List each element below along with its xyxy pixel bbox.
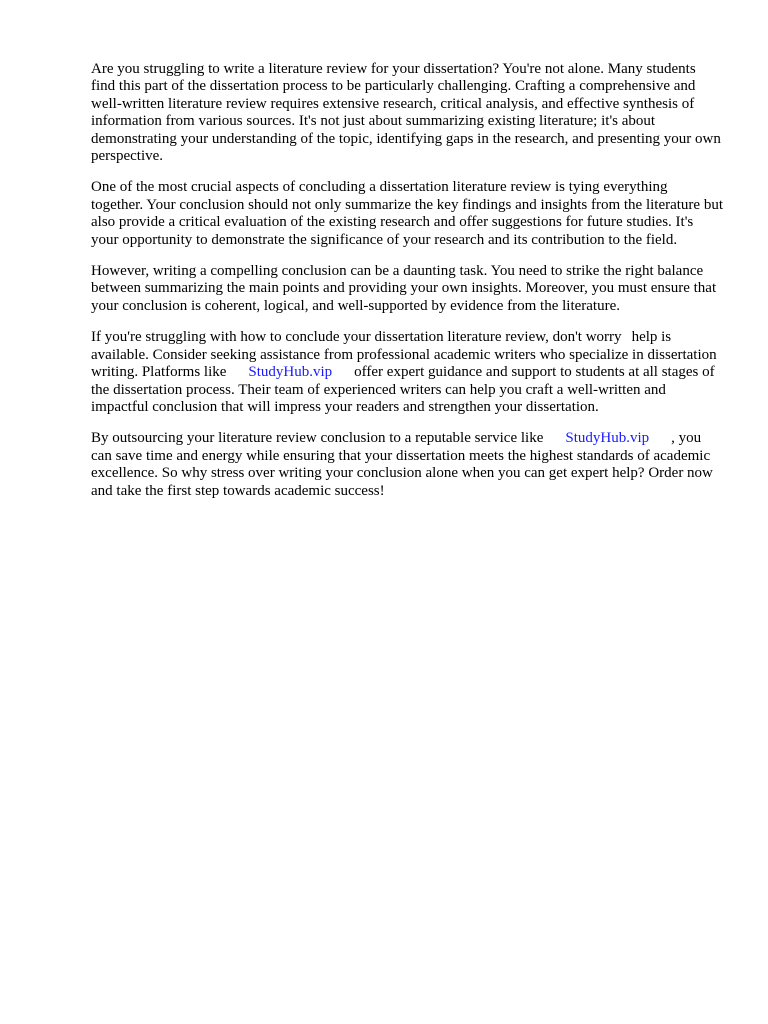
paragraph-outsourcing	[91, 430, 723, 500]
studyhub-link-1[interactable]: StudyHub.vip	[248, 364, 333, 381]
paragraph-outsourcing-comma: ,	[671, 430, 675, 447]
studyhub-link-2[interactable]: StudyHub.vip	[565, 430, 650, 447]
paragraph-seeking-help-text-a: If you're struggling with how to conclude your dissertation literature review, don't worry	[91, 329, 622, 346]
paragraph-compelling-conclusion: However, writing a compelling conclusion can be a daunting task. You need to strike the right balance between summarizing the main points and providing your own insights. Moreover, you must ensure that your conclusion is coherent, logical, and well-supported by evidence from the literature.	[91, 263, 717, 314]
paragraph-outsourcing-text-a: By outsourcing your literature review conclusion to a reputable service like	[91, 430, 544, 447]
paragraph-seeking-help-text-b: help is available. Consider seeking assistance from professional academic writers who specialize in dissertation writing. Platforms like	[91, 329, 717, 381]
paragraph-concluding-aspects: One of the most crucial aspects of concluding a dissertation literature review is tying everything together. Your conclusion should not only summarize the key findings and insights from the literature but also provide a critical evaluation of the existing research and offer suggestions for future studies. It's your opportunity to demonstrate the significance of your research and its contribution to the field.	[91, 179, 723, 248]
paragraph-intro: Are you struggling to write a literature review for your dissertation? You're not alone. Many students find this part of the dissertation process to be particularly challenging. Crafting a comprehensive and well-written literature review requires extensive research, critical analysis, and effective synthesis of information from various sources. It's not just about summarizing existing literature; it's about demonstrating your understanding of the topic, identifying gaps in the research, and presenting your own perspective.	[91, 61, 721, 165]
paragraph-seeking-help-text-c: offer expert guidance and support to students at all stages of the dissertation process. Their team of experienced writers can help you craft a well-written and impactful conclusion that will impress your readers and strengthen your dissertation.	[91, 364, 715, 415]
paragraph-outsourcing-text-c: you can save time and energy while ensuring that your dissertation meets the highest standards of academic excellence. So why stress over writing your conclusion alone when you can get expert help? Order now and take the first step towards academic success!	[91, 430, 713, 499]
paragraph-seeking-help	[91, 329, 723, 416]
document-body	[91, 61, 723, 514]
